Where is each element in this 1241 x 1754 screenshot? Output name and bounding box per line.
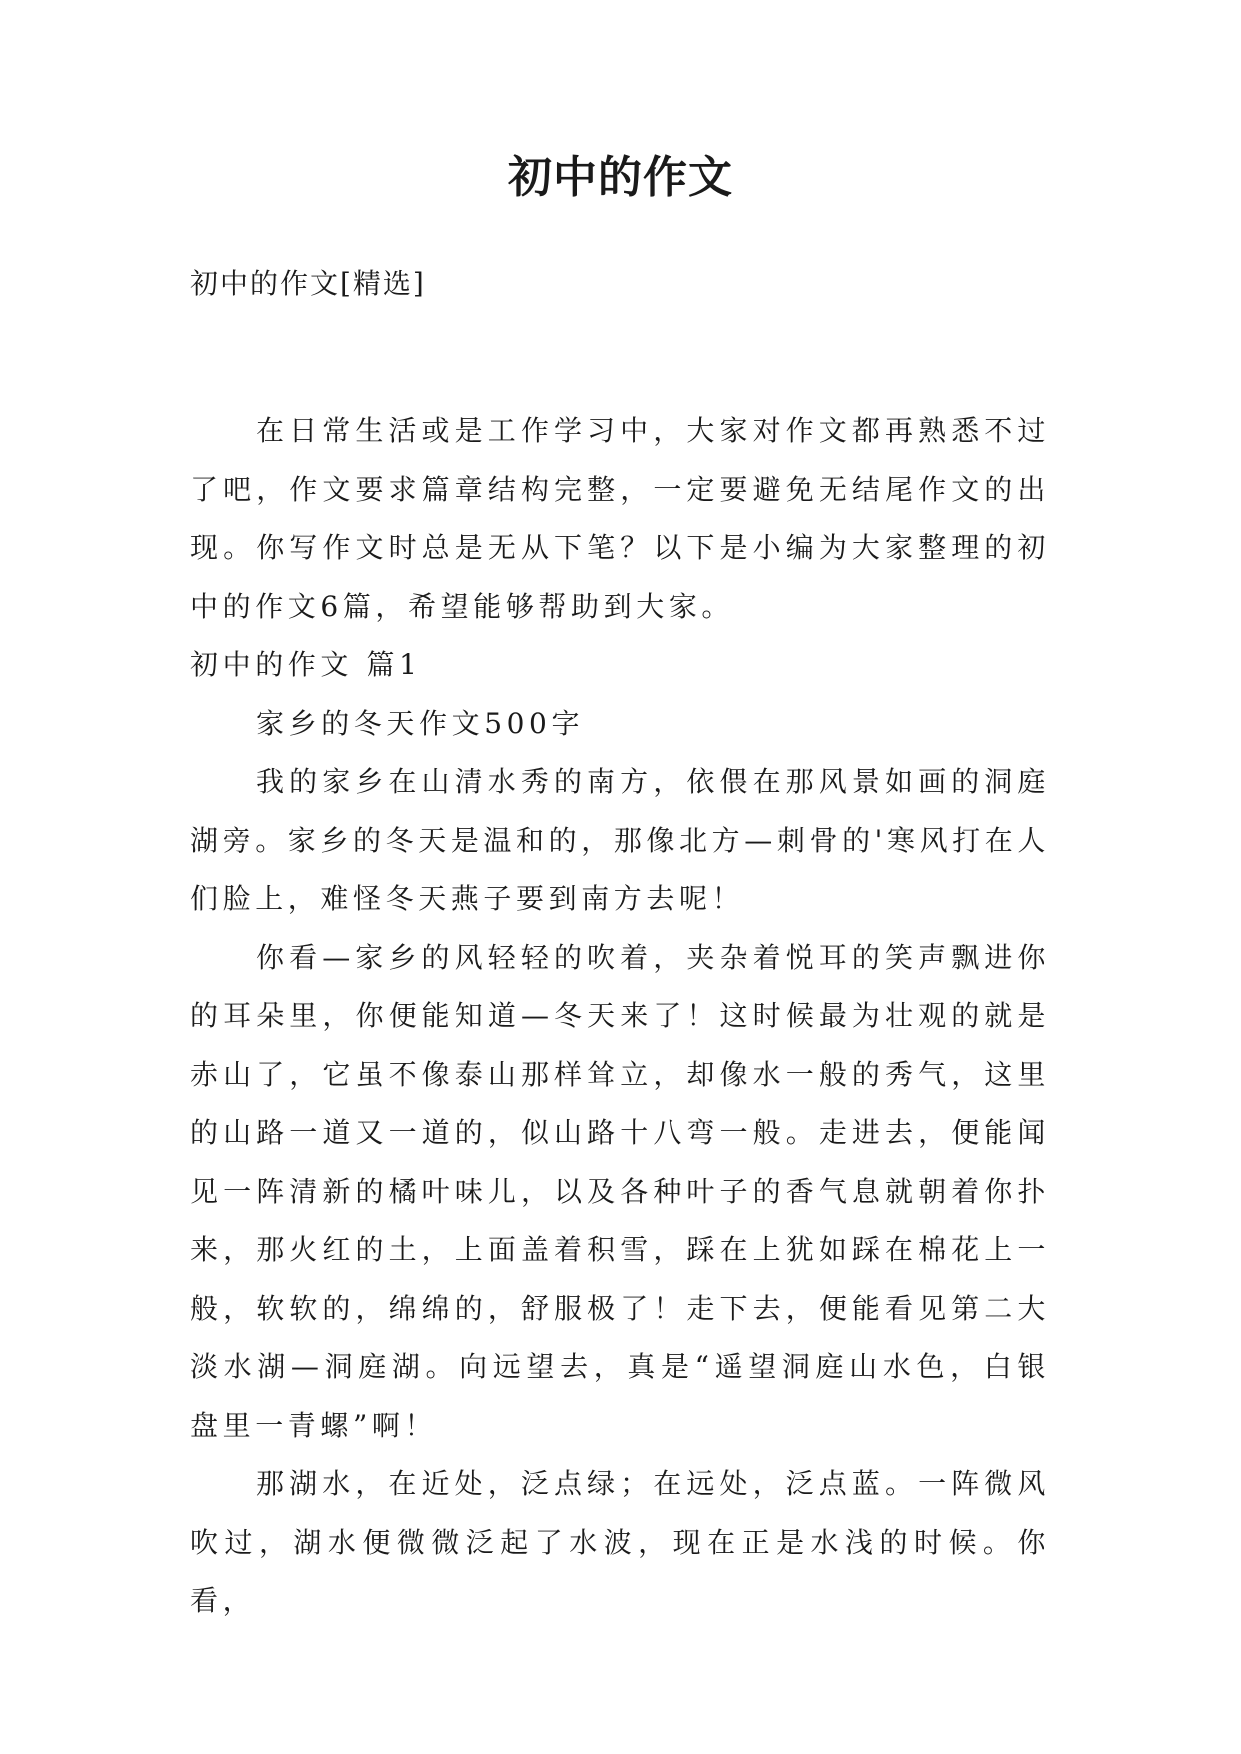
essay-title: 家乡的冬天作文500字	[256, 706, 585, 740]
body-paragraph-2: 你看—家乡的风轻轻的吹着，夹杂着悦耳的笑声飘进你的耳朵里，你便能知道—冬天来了！这时候最为壮观的就是赤山了，它虽不像泰山那样耸立，却像水一般的秀气，这里的山路一道又一道的，似山路十八弯一般。走进去，便能闻见一阵清新的橘叶味儿，以及各种叶子的香气息就朝着你扑来，那火红的土，上面盖着积雪，踩在上犹如踩在棉花上一般，软软的，绵绵的，舒服极了！走下去，便能看见第二大淡水湖—洞庭湖。向远望去，真是“遥望洞庭山水色，白银盘里一青螺”啊！	[190, 940, 1050, 1442]
body-paragraph-3: 那湖水，在近处，泛点绿；在远处，泛点蓝。一阵微风吹过，湖水便微微泛起了水波，现在正是水浅的时候。你看，	[190, 1467, 1050, 1617]
section-heading: 初中的作文 篇1	[190, 648, 422, 681]
intro-paragraph: 在日常生活或是工作学习中，大家对作文都再熟悉不过了吧，作文要求篇章结构完整，一定要避免无结尾作文的出现。你写作文时总是无从下笔？以下是小编为大家整理的初中的作文6篇，希望能够帮助到大家。	[190, 414, 1050, 623]
document-subtitle: 初中的作文[精选]	[190, 267, 426, 300]
body-paragraph-1: 我的家乡在山清水秀的南方，依偎在那风景如画的洞庭湖旁。家乡的冬天是温和的，那像北方—刺骨的'寒风打在人们脸上，难怪冬天燕子要到南方去呢！	[190, 765, 1050, 915]
document-title: 初中的作文	[508, 152, 733, 203]
document-body	[190, 402, 1050, 1631]
